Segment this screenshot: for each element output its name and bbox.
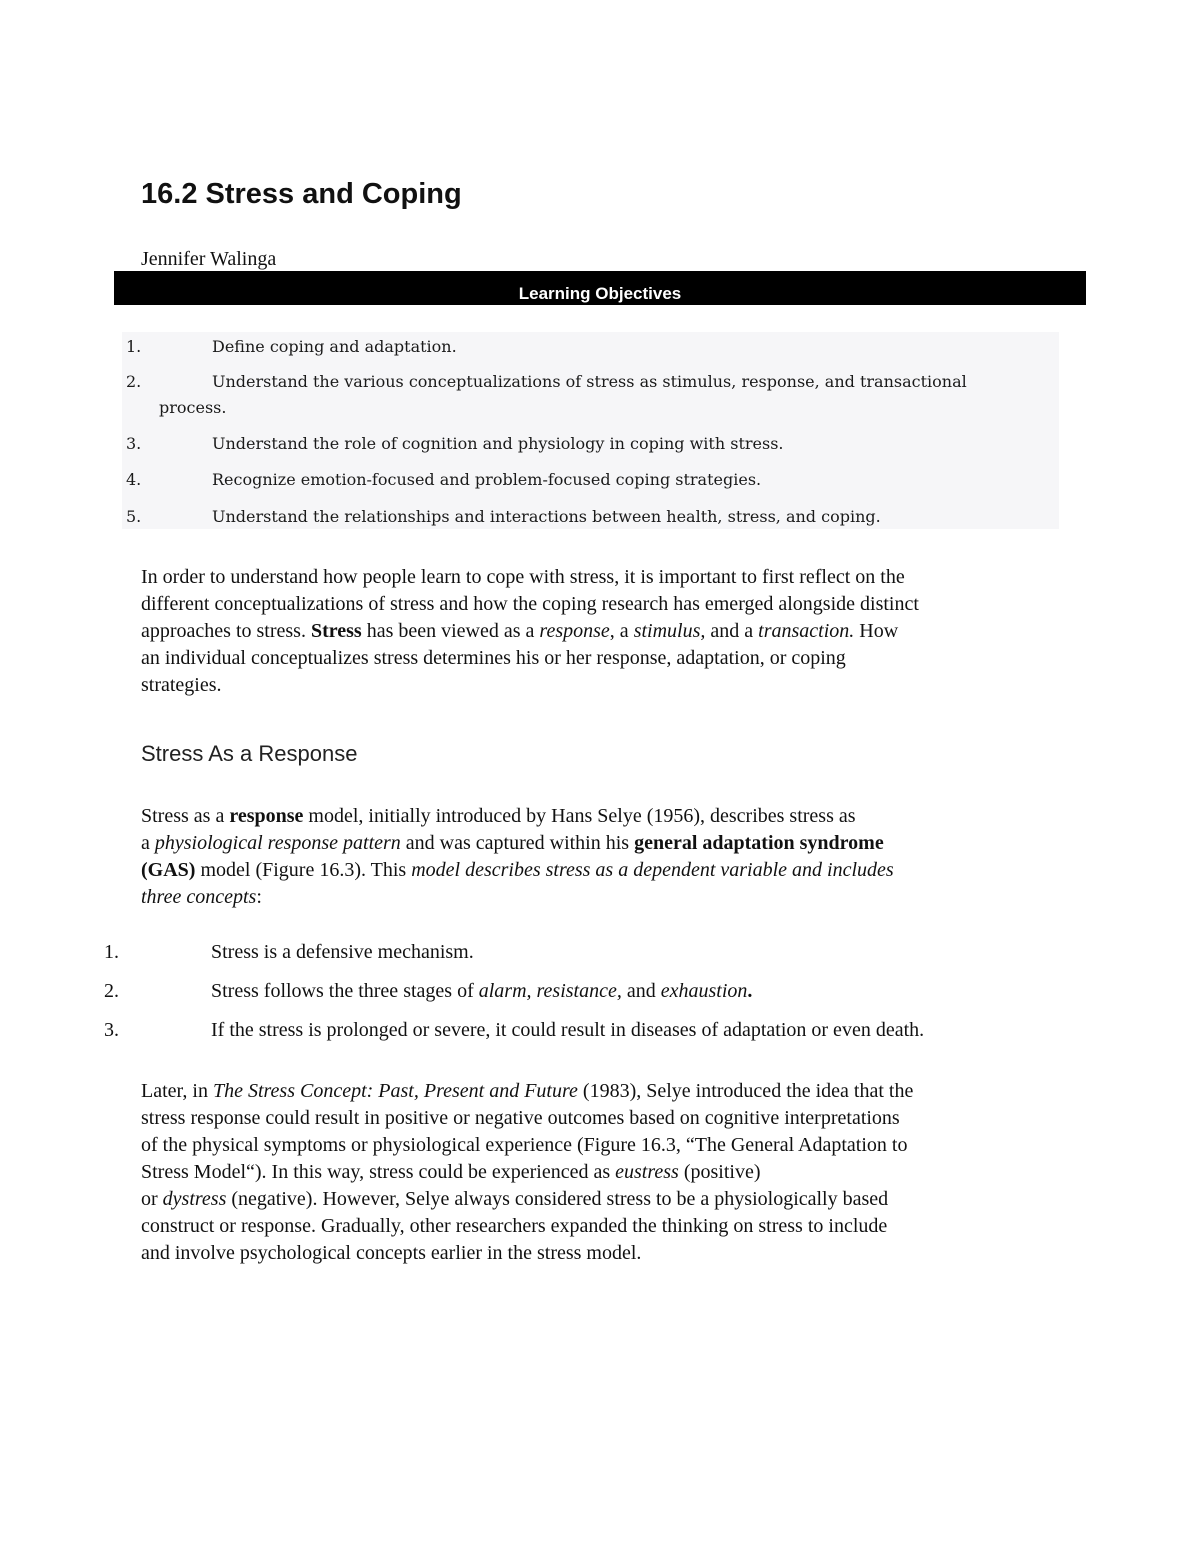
text-line: an individual conceptualizes stress determines his or her response, adaptation, or coping — [141, 647, 846, 669]
text-line: In order to understand how people learn to cope with stress, it is important to first reflect on the — [141, 566, 905, 588]
text-line: strategies. — [141, 674, 222, 696]
concept-number: 2. — [104, 980, 119, 1002]
objective-number: 4. — [126, 470, 142, 489]
later-paragraph — [141, 1078, 1071, 1267]
objective-text: Understand the role of cognition and physiology in coping with stress. — [212, 434, 784, 453]
text-line: stress response could result in positive or negative outcomes based on cognitive interpretations — [141, 1107, 900, 1129]
objective-number: 1. — [126, 337, 142, 356]
text-line: and involve psychological concepts earlier in the stress model. — [141, 1242, 642, 1264]
objective-number: 5. — [126, 507, 142, 526]
text-line: Stress Model“). In this way, stress could be experienced as eustress (positive) — [141, 1161, 761, 1183]
text-line: construct or response. Gradually, other researchers expanded the thinking on stress to include — [141, 1215, 888, 1237]
text-line: (GAS) model (Figure 16.3). This model describes stress as a dependent variable and includes — [141, 859, 894, 881]
concept-number: 3. — [104, 1019, 119, 1041]
learning-objectives-heading: Learning Objectives — [114, 271, 1086, 305]
author-name: Jennifer Walinga — [141, 248, 277, 270]
text-line: or dystress (negative). However, Selye always considered stress to be a physiologically based — [141, 1188, 889, 1210]
section-heading: Stress As a Response — [141, 741, 358, 766]
objective-number: 3. — [126, 434, 142, 453]
concept-number: 1. — [104, 941, 119, 963]
objective-text: Define coping and adaptation. — [212, 337, 457, 356]
response-paragraph — [141, 803, 1071, 911]
intro-paragraph — [141, 564, 1071, 699]
concept-text: Stress follows the three stages of alarm, resistance, and exhaustion. — [211, 980, 753, 1002]
text-line: three concepts: — [141, 886, 262, 908]
learning-objectives-box — [122, 332, 1059, 529]
objective-number: 2. — [126, 372, 142, 391]
text-line: approaches to stress. Stress has been viewed as a response, a stimulus, and a transaction. How — [141, 620, 899, 642]
text-line: different conceptualizations of stress and how the coping research has emerged alongside distinct — [141, 593, 919, 615]
objective-text: Recognize emotion-focused and problem-focused coping strategies. — [212, 470, 762, 489]
objective-text: Understand the various conceptualizations of stress as stimulus, response, and transactional — [212, 372, 967, 391]
objective-text-continued: process. — [159, 398, 227, 417]
concept-text: If the stress is prolonged or severe, it could result in diseases of adaptation or even death. — [211, 1019, 925, 1041]
page-title: 16.2 Stress and Coping — [141, 178, 462, 210]
concept-text: Stress is a defensive mechanism. — [211, 941, 474, 963]
objective-text: Understand the relationships and interactions between health, stress, and coping. — [212, 507, 881, 526]
text-line: Later, in The Stress Concept: Past, Present and Future (1983), Selye introduced the idea that the — [141, 1080, 914, 1102]
text-line: of the physical symptoms or physiological experience (Figure 16.3, “The General Adaptation to — [141, 1134, 908, 1156]
text-line: a physiological response pattern and was captured within his general adaptation syndrome — [141, 832, 884, 854]
text-line: Stress as a response model, initially introduced by Hans Selye (1956), describes stress as — [141, 805, 856, 827]
